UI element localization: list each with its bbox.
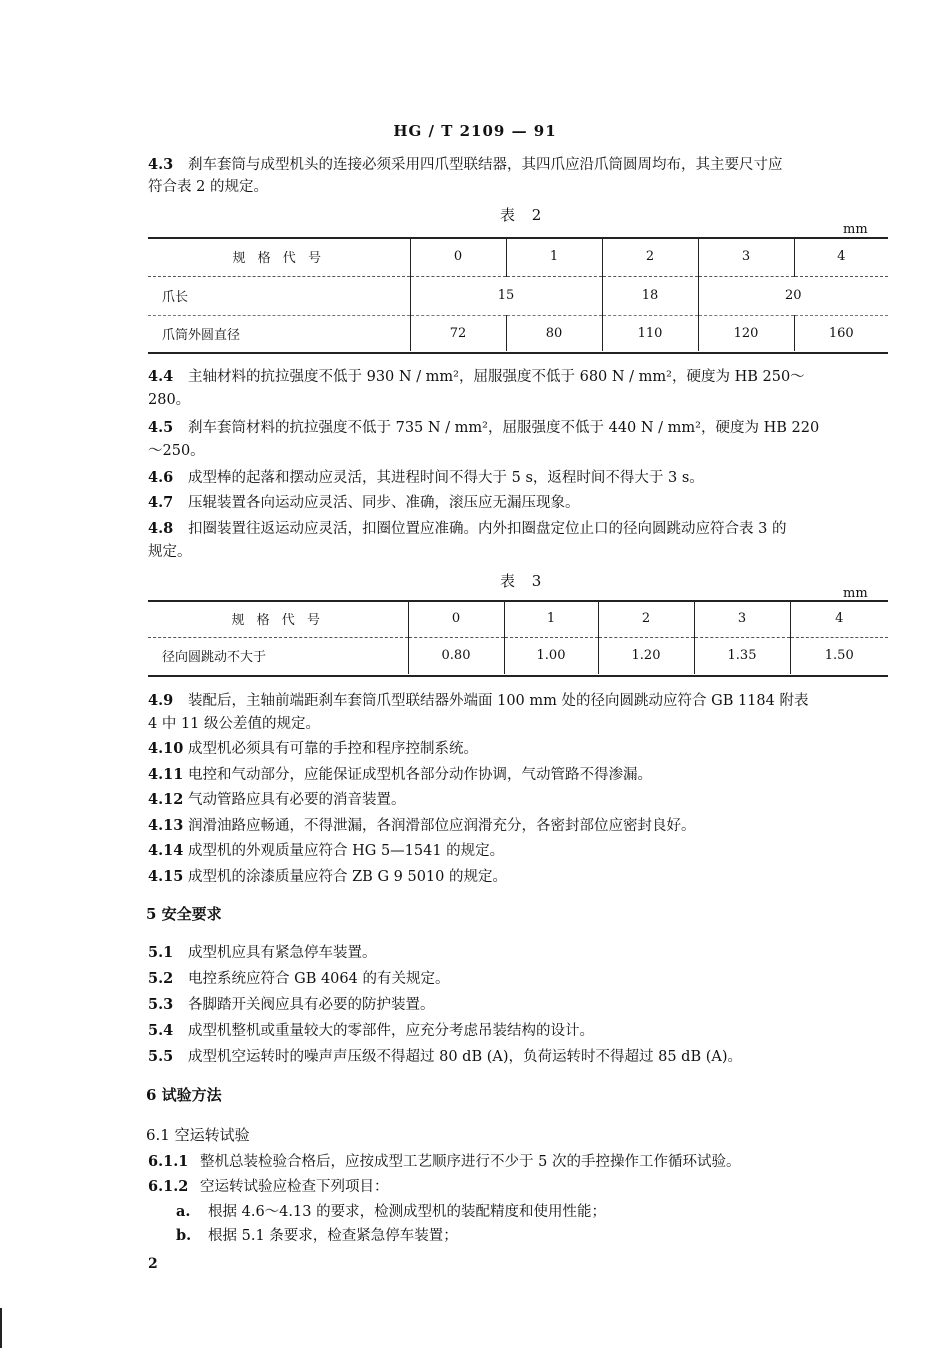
clause-number: 4.3 [148, 156, 174, 173]
clause-5-2 [148, 968, 449, 990]
table3-cell: 1.00 [504, 637, 598, 674]
page-header: HG / T 2109 — 91 [393, 122, 557, 140]
clause-text: 扣圈装置往返运动应灵活，扣圈位置应准确。内外扣圈盘定位止口的径向圆跳动应符合表 3 的 [188, 521, 787, 537]
table2-code: 4 [794, 238, 888, 276]
clause-number: 5.4 [148, 1022, 174, 1039]
clause-4-7 [148, 492, 580, 514]
clause-text: 刹车套筒材料的抗拉强度不低于 735 N / mm²，屈服强度不低于 440 N / mm²，硬度为 HB 220 [188, 420, 820, 436]
clause-text: 电控系统应符合 GB 4064 的有关规定。 [188, 971, 450, 987]
clause-4-12 [148, 789, 406, 811]
item-text: 根据 5.1 条要求，检查紧急停车装置； [208, 1228, 458, 1244]
clause-text: 成型机应具有紧急停车装置。 [188, 945, 377, 961]
clause-number: 4.14 [148, 842, 184, 859]
clause-number: 4.9 [148, 692, 174, 709]
table2-row-outer-diameter [148, 315, 888, 351]
table3-code: 4 [790, 601, 888, 637]
table2-row-label: 爪长 [148, 276, 410, 315]
clause-text: 整机总装检验合格后，应按成型工艺顺序进行不少于 5 次的手控操作工作循环试验。 [200, 1154, 741, 1170]
table3-unit: mm [843, 586, 868, 601]
table2-cell: 160 [794, 315, 888, 351]
clause-number: 4.8 [148, 520, 174, 537]
table2-cell: 120 [698, 315, 794, 351]
table3-caption: 表 3 [500, 572, 548, 590]
clause-5-5 [148, 1046, 742, 1068]
table2-cell: 80 [506, 315, 602, 351]
clause-number: 5.5 [148, 1048, 174, 1065]
item-marker: a. [176, 1203, 191, 1220]
clause-4-11 [148, 764, 652, 786]
clause-5-1 [148, 942, 377, 964]
clause-number: 4.12 [148, 791, 184, 808]
clause-5-3 [148, 994, 435, 1016]
table3-code: 3 [694, 601, 790, 637]
table2-unit: mm [843, 222, 868, 237]
table3-cell: 1.35 [694, 637, 790, 674]
clause-4-4 [148, 366, 805, 388]
table2-caption: 表 2 [500, 206, 548, 224]
clause-4-8-cont: 规定。 [148, 544, 192, 560]
clause-5-4 [148, 1020, 594, 1042]
table3-bottom-rule [148, 675, 888, 677]
table3 [148, 601, 888, 674]
clause-text: 电控和气动部分，应能保证成型机各部分动作协调，气动管路不得渗漏。 [188, 767, 652, 783]
clause-text: 各脚踏开关阀应具有必要的防护装置。 [188, 997, 435, 1013]
clause-text: 装配后，主轴前端距刹车套筒爪型联结器外端面 100 mm 处的径向圆跳动应符合 GB 1184 附表 [188, 693, 809, 709]
item-a [176, 1201, 606, 1223]
clause-number: 5.2 [148, 970, 174, 987]
table3-code: 2 [598, 601, 694, 637]
table2-cell: 20 [698, 276, 888, 315]
clause-4-4-cont: 280。 [148, 392, 191, 408]
item-b [176, 1225, 458, 1247]
table2-row-claw-length [148, 276, 888, 315]
section-6-heading: 6 试验方法 [146, 1086, 222, 1104]
clause-4-9 [148, 690, 808, 712]
clause-text: 成型机的外观质量应符合 HG 5—1541 的规定。 [188, 843, 505, 859]
table2-code: 2 [602, 238, 698, 276]
table3-row-label: 径向圆跳动不大于 [162, 650, 267, 666]
clause-4-15 [148, 866, 507, 888]
clause-text: 成型机空运转时的噪声声压级不得超过 80 dB (A)，负荷运转时不得超过 85 dB (A)。 [188, 1049, 742, 1065]
clause-4-13 [148, 815, 696, 837]
clause-text: 成型机整机或重量较大的零部件，应充分考虑吊装结构的设计。 [188, 1023, 594, 1039]
section-6-1-heading: 6.1 空运转试验 [146, 1126, 250, 1144]
table2-code: 0 [410, 238, 506, 276]
table2-cell: 72 [410, 315, 506, 351]
clause-4-9-cont: 4 中 11 级公差值的规定。 [148, 716, 321, 732]
table2-header-label: 规 格 代 号 [148, 238, 410, 276]
table3-code: 1 [504, 601, 598, 637]
table2-bottom-rule [148, 352, 888, 354]
item-text: 根据 4.6～4.13 的要求，检测成型机的装配精度和使用性能； [208, 1204, 607, 1220]
clause-number: 4.7 [148, 494, 174, 511]
section-5-heading: 5 安全要求 [146, 905, 222, 923]
clause-number: 5.1 [148, 944, 174, 961]
table3-code: 0 [408, 601, 504, 637]
clause-4-14 [148, 840, 504, 862]
clause-6-1-1 [148, 1151, 740, 1173]
clause-number: 4.6 [148, 469, 174, 486]
table2-cell: 110 [602, 315, 698, 351]
table2-row-label: 爪筒外圆直径 [162, 327, 241, 343]
page-number: 2 [148, 1256, 158, 1272]
table3-row-runout [148, 637, 888, 674]
clause-4-5-cont: ～250。 [148, 443, 205, 459]
table2-cell: 15 [410, 276, 602, 315]
item-marker: b. [176, 1227, 192, 1244]
clause-6-1-2 [148, 1176, 389, 1198]
clause-4-3 [148, 154, 783, 176]
table3-header-label: 规 格 代 号 [148, 601, 408, 637]
clause-number: 4.10 [148, 740, 184, 757]
clause-text: 刹车套筒与成型机头的连接必须采用四爪型联结器，其四爪应沿爪筒圆周均布，其主要尺寸应 [188, 157, 783, 173]
table3-cell: 0.80 [408, 637, 504, 674]
clause-4-3-cont: 符合表 2 的规定。 [148, 179, 268, 195]
clause-4-6 [148, 467, 704, 489]
table2-cell: 18 [602, 276, 698, 315]
clause-4-10 [148, 738, 478, 760]
table3-header-row [148, 601, 888, 637]
table3-cell: 1.20 [598, 637, 694, 674]
clause-4-5 [148, 417, 819, 439]
table2-header-row [148, 238, 888, 276]
clause-number: 5.3 [148, 996, 174, 1013]
clause-text: 压辊装置各向运动应灵活、同步、准确，滚压应无漏压现象。 [188, 495, 580, 511]
table2-code: 1 [506, 238, 602, 276]
clause-text: 成型机的涂漆质量应符合 ZB G 9 5010 的规定。 [188, 869, 507, 885]
clause-number: 6.1.1 [148, 1153, 189, 1170]
clause-number: 4.15 [148, 868, 184, 885]
clause-text: 空运转试验应检查下列项目： [200, 1179, 389, 1195]
table2-code: 3 [698, 238, 794, 276]
table2 [148, 238, 888, 351]
clause-text: 气动管路应具有必要的消音装置。 [188, 792, 406, 808]
scan-edge-mark [0, 1308, 32, 1348]
clause-text: 成型机必须具有可靠的手控和程序控制系统。 [188, 741, 478, 757]
clause-4-8 [148, 518, 786, 540]
clause-text: 润滑油路应畅通，不得泄漏，各润滑部位应润滑充分，各密封部位应密封良好。 [188, 818, 696, 834]
clause-number: 6.1.2 [148, 1178, 189, 1195]
table3-cell: 1.50 [790, 637, 888, 674]
clause-text: 成型棒的起落和摆动应灵活，其进程时间不得大于 5 s，返程时间不得大于 3 s。 [188, 470, 704, 486]
clause-number: 4.4 [148, 368, 174, 385]
clause-number: 4.11 [148, 766, 184, 783]
clause-text: 主轴材料的抗拉强度不低于 930 N / mm²，屈服强度不低于 680 N / mm²，硬度为 HB 250～ [188, 369, 805, 385]
clause-number: 4.13 [148, 817, 184, 834]
clause-number: 4.5 [148, 419, 174, 436]
